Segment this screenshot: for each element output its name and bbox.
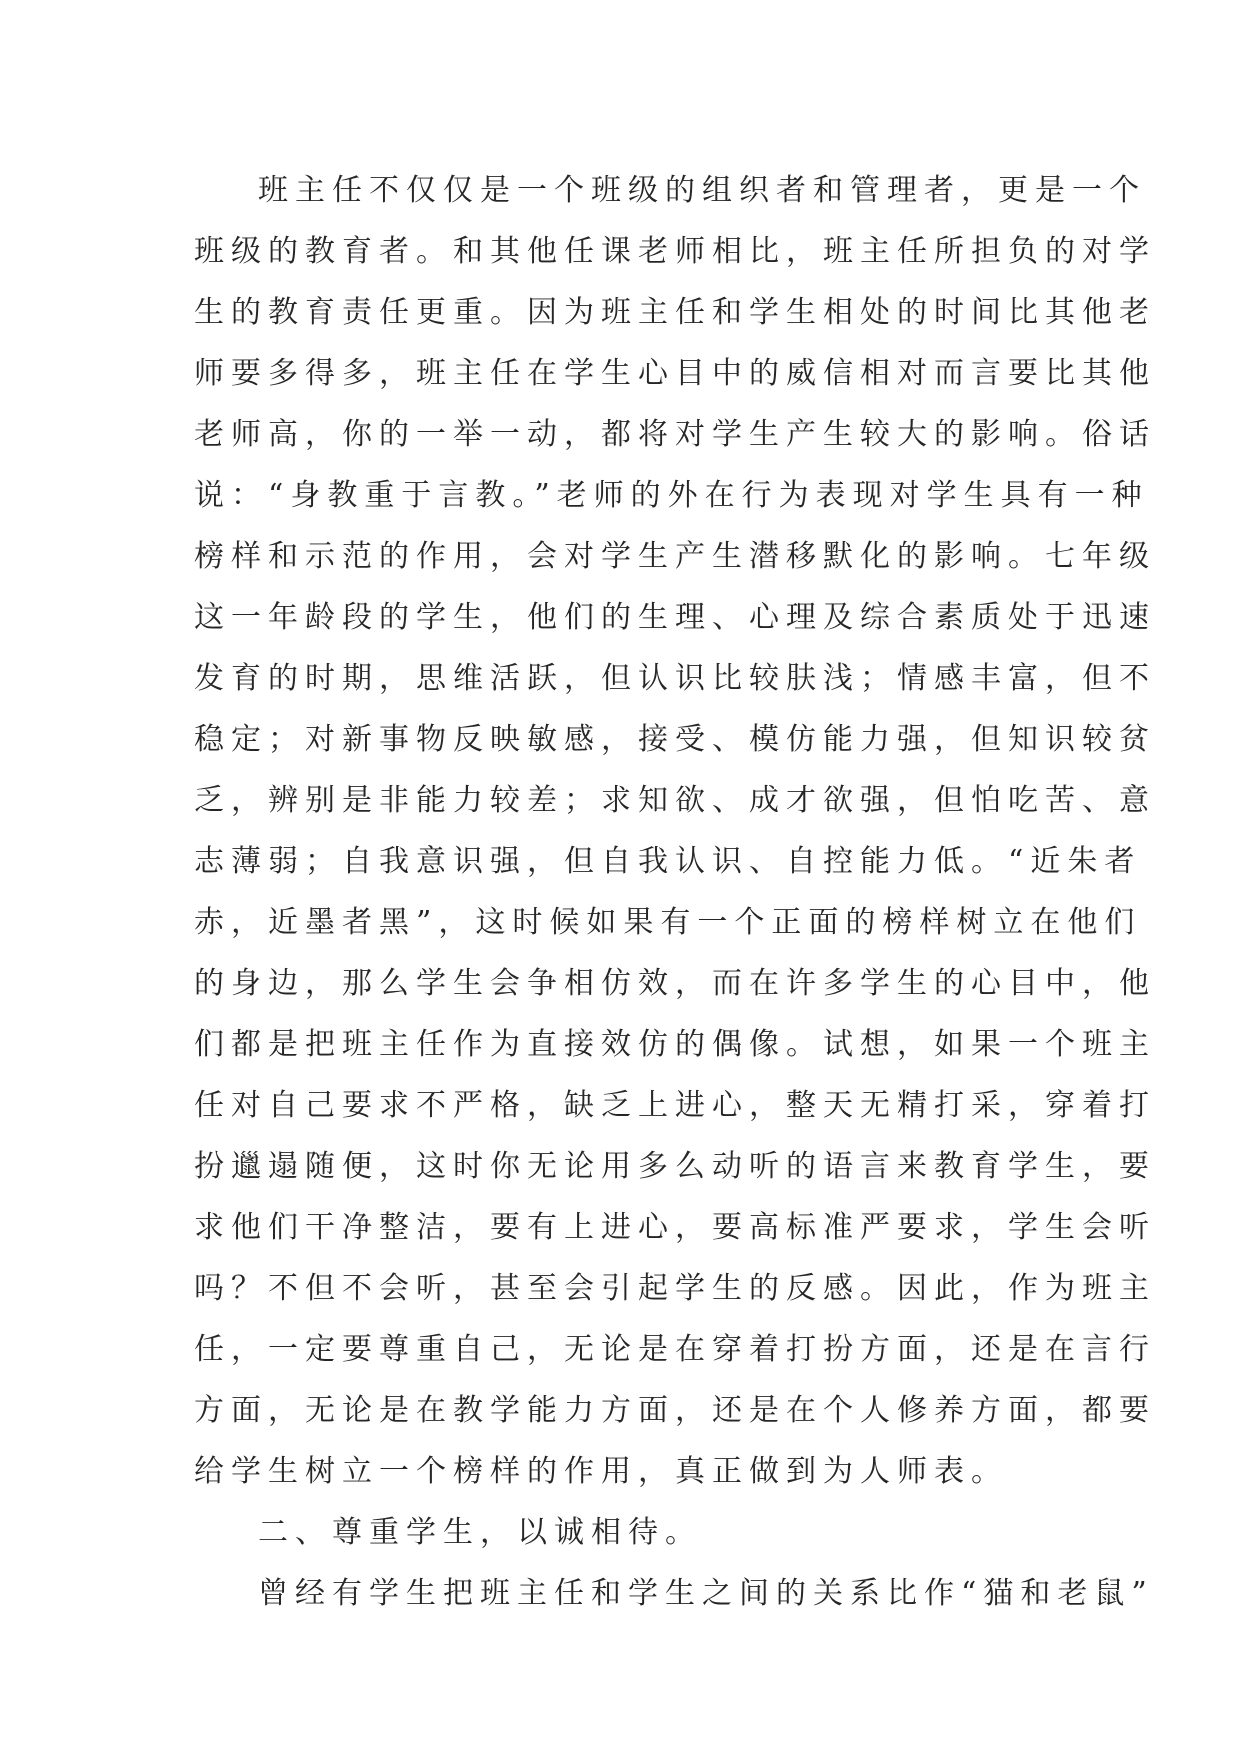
- paragraph-line: 志薄弱；自我意识强，但自我认识、自控能力低。“近朱者: [194, 844, 1142, 879]
- paragraph-line: 任对自己要求不严格，缺乏上进心，整天无精打采，穿着打: [194, 1088, 1156, 1123]
- paragraph-line: 师要多得多，班主任在学生心目中的威信相对而言要比其他: [194, 356, 1156, 391]
- paragraph-line: 老师高，你的一举一动，都将对学生产生较大的影响。俗话: [194, 417, 1156, 452]
- paragraph-line: 曾经有学生把班主任和学生之间的关系比作“猫和老鼠”: [258, 1576, 1154, 1611]
- paragraph-line: 这一年龄段的学生，他们的生理、心理及综合素质处于迅速: [194, 600, 1156, 635]
- paragraph-line: 吗？不但不会听，甚至会引起学生的反感。因此，作为班主: [194, 1271, 1156, 1306]
- paragraph-line: 任，一定要尊重自己，无论是在穿着打扮方面，还是在言行: [194, 1332, 1156, 1367]
- paragraph-line: 乏，辨别是非能力较差；求知欲、成才欲强，但怕吃苦、意: [194, 783, 1156, 818]
- paragraph-line: 赤，近墨者黑”，这时候如果有一个正面的榜样树立在他们: [194, 905, 1142, 940]
- paragraph-line: 榜样和示范的作用，会对学生产生潜移默化的影响。七年级: [194, 539, 1156, 574]
- paragraph-line: 们都是把班主任作为直接效仿的偶像。试想，如果一个班主: [194, 1027, 1156, 1062]
- paragraph-line: 发育的时期，思维活跃，但认识比较肤浅；情感丰富，但不: [194, 661, 1156, 696]
- paragraph-line: 生的教育责任更重。因为班主任和学生相处的时间比其他老: [194, 295, 1156, 330]
- paragraph-line: 的身边，那么学生会争相仿效，而在许多学生的心目中，他: [194, 966, 1156, 1001]
- section-heading: 二、尊重学生，以诚相待。: [258, 1515, 702, 1550]
- paragraph-line: 扮邋遢随便，这时你无论用多么动听的语言来教育学生，要: [194, 1149, 1156, 1184]
- paragraph-line: 方面，无论是在教学能力方面，还是在个人修养方面，都要: [194, 1393, 1156, 1428]
- paragraph-line: 稳定；对新事物反映敏感，接受、模仿能力强，但知识较贫: [194, 722, 1156, 757]
- paragraph-line: 求他们干净整洁，要有上进心，要高标准严要求，学生会听: [194, 1210, 1156, 1245]
- paragraph-line: 说：“身教重于言教。”老师的外在行为表现对学生具有一种: [194, 478, 1149, 513]
- paragraph-line: 班主任不仅仅是一个班级的组织者和管理者，更是一个: [258, 173, 1146, 208]
- paragraph-line: 给学生树立一个榜样的作用，真正做到为人师表。: [194, 1454, 1008, 1489]
- document-body: [194, 160, 1156, 1624]
- paragraph-line: 班级的教育者。和其他任课老师相比，班主任所担负的对学: [194, 234, 1156, 269]
